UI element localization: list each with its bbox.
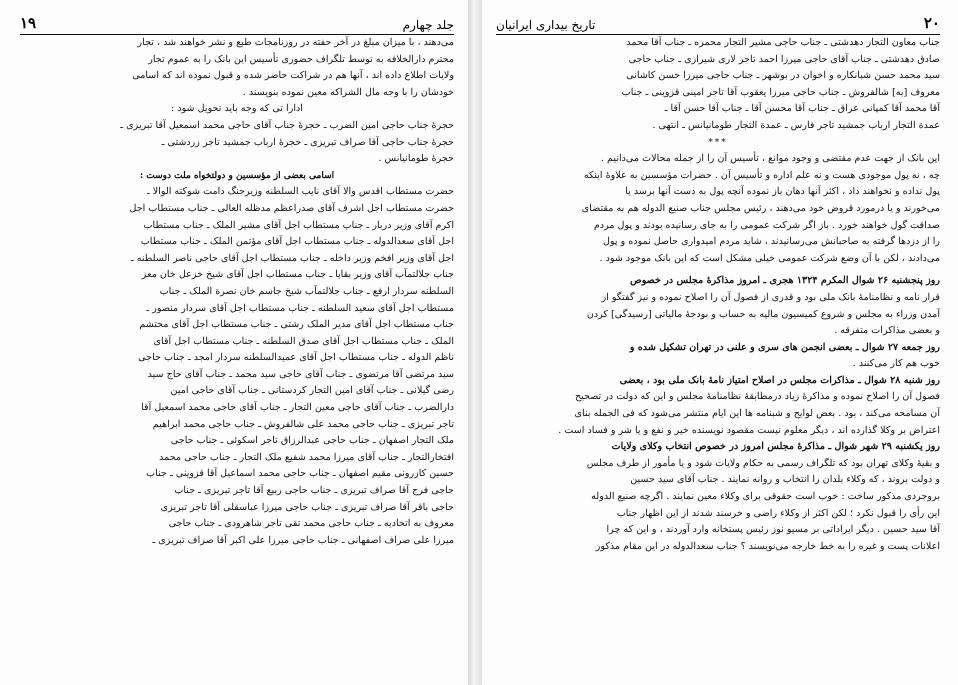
- entry-date-line: روز شنبه ۲۸ شوال ـ مذاکرات مجلس در اصلاح امتیاز نامهٔ بانک ملی بود ، بعضی: [619, 374, 940, 386]
- text-line: محترم دارالخلافه به توسط تلگراف حضوری تأسیس این بانک را به عموم تجار: [148, 53, 454, 65]
- text-line: جناب جلالتمآب آقای وزیر بقایا ـ جناب مستطاب اجل آقای شیخ خزعل خان معز: [141, 269, 454, 281]
- text-line: عمدة التجار ارباب جمشید تاجر فارس ـ عمدة التجار طومانیانس ـ انتهی .: [652, 119, 940, 131]
- founders-title: اسامی بعضی از مؤسسین و دولتخواه ملت دوست :: [139, 170, 335, 181]
- left-page-body: [20, 35, 454, 549]
- text-line: افتخارالتجار ـ جناب آقای میرزا محمد شفیع ملک التجار ـ جناب حاجی محمد: [159, 451, 454, 463]
- text-line: حضرت مستطاب اجل اشرف آقای صدراعظم مدظله العالی ـ جناب مستطاب اجل: [129, 202, 454, 214]
- text-line: ولایات اطلاع داده اند ، آنها هم در شراکت حاضر شده و قبول نموده اند که اسامی: [132, 70, 454, 82]
- text-line: اکرم آقای وزیر دربار ـ جناب مستطاب اجل آقای مشیر الملک ـ جناب مستطاب: [143, 219, 454, 231]
- text-line: حجرهٔ جناب حاجی امین الضرب ـ حجرهٔ جناب آقای حاجی محمد اسمعیل آقا تبریزی ـ: [120, 119, 454, 131]
- text-line: و بقیهٔ وکلای تهران بود که تلگراف رسمی به حکام ولایات شود و یا مأمور از طرف مجلس: [586, 457, 940, 469]
- text-line: می‌دهند ، با میزان مبلغ در آخر حفته در روزنامجات طبع و نشر خواهند شد ، تجار: [137, 37, 454, 48]
- text-line: حاجی باقر آقا صراف تبریزی ـ جناب حاجی میرزا عباسقلی آقا تاجر تبریزی: [160, 501, 454, 513]
- entry-date-line: روز پنجشنبه ۲۶ شوال المکرم ۱۳۲۴ هجری ـ امروز مذاکرهٔ مجلس در خصوص: [630, 275, 940, 287]
- text-line: فصول آن را اصلاح نموده و مذاکرهٔ زیاد درمطابقهٔ نظامنامهٔ مجلس و این که دولت در تصحیح: [574, 391, 940, 403]
- text-line: سید محمد حسن شبانکاره و اخوان در بوشهر ـ جناب حاجی میرزا حسن کاشانی: [626, 70, 940, 82]
- text-line: حجرهٔ طومانیانس .: [378, 153, 454, 165]
- text-line: اعتراض بر وکلا گذارده اند ، دیگر معلوم نیست مقصود نویسنده خیر و نفع و یا شر و فساد است .: [558, 424, 940, 436]
- text-line: و دولت بروند ، که وکلاء بلدان را انتخاب و روانه نمایند . جناب آقای سید حسین: [630, 474, 940, 486]
- text-line: رضی گیلانی ـ جناب آقای امین التجار کردستانی ـ جناب آقای حاجی امین: [170, 385, 454, 397]
- text-line: سید مرتضی آقا مرتضوی ـ جناب آقای حاجی سید محمد ـ جناب آقای حاج سید: [147, 368, 454, 380]
- text-line: می‌خورند و یا درمورد قروض خود می‌دهند ، رئیس مجلس جناب صنیع الدوله هم به مقتضای: [581, 202, 940, 214]
- text-line: پول نداده و نخواهند داد ، اکثر آنها دهان باز نموده آنچه پول به دست آنها برسد یا: [625, 186, 940, 198]
- text-line: میرزا علی صراف اصفهانی ـ جناب حاجی میرزا علی اکبر آقا صراف تبریزی ـ: [152, 534, 454, 546]
- text-line: بروجردی مذکور ساخت : خوب است حقوقی برای وکلاء معین نمایند . اگرچه صنیع الدوله: [591, 491, 940, 503]
- left-page-header: [20, 6, 454, 35]
- text-line: حاجی فرج آقا صراف تبریزی ـ جناب حاجی ربیع آقا تاجر تبریزی ـ جناب: [174, 485, 454, 497]
- entry-date-line: روز جمعه ۲۷ شوال ـ بعضی انجمن های سری و علنی در تهران تشکیل شده و: [629, 341, 940, 353]
- right-page-number: ۲۰: [923, 14, 940, 32]
- text-line: و بعضی مذاکرات متفرقه .: [834, 325, 940, 337]
- text-line: اعلانات پست و غیره را به خط خارجه می‌نویسند ؟ جناب سعدالدوله در این مقام مذکور: [595, 540, 940, 552]
- text-line: جناب معاون التجار دهدشتی ـ جناب حاجی مشیر التجار محمره ـ جناب آقا محمد: [626, 37, 940, 48]
- text-line: این رأی را قبول نکرد ؛ لکن اکثر از وکلاء راضی و خرسند شدند از این اظهار جناب: [616, 507, 940, 519]
- text-line: اجل آقای وزیر افخم وزیر داخله ـ جناب مستطاب اجل آقای حاجی ناصر السلطنه ـ: [130, 252, 454, 264]
- text-line: معروف [به] شالفروش ـ جناب حاجی میرزا یعقوب آقا تاجر امینی قزوینی ـ جناب: [621, 86, 940, 98]
- left-page-number: ۱۹: [20, 14, 37, 32]
- text-line: خوب هم کار می‌کنند .: [852, 358, 940, 370]
- text-line: این بانک از جهت عدم مقتضی و وجود موانع ، تأسیس آن را از جمله محالات می‌دانیم .: [600, 153, 940, 165]
- text-line: ملک التجار اصفهان ـ جناب حاجی عبدالرزاق تاجر اسکوئی ـ جناب حاجی: [170, 435, 454, 447]
- text-line: قرار نامه و نظامنامهٔ بانک ملی بود و قدری از فصول آن را اصلاح نموده و نیز گفتگو از: [601, 291, 940, 303]
- right-running-title: تاریخ بیداری ایرانیان: [496, 18, 596, 32]
- right-page-header: [496, 6, 940, 35]
- text-line: مستطاب اجل آقای سعید السلطنه ـ جناب مستطاب اجل آقای سردار منصور ـ: [146, 302, 454, 314]
- left-running-title: جلد چهارم: [402, 18, 454, 32]
- text-line: آن مسامحه می‌کند ، بود . بعض لوایح و شبنامه ها این ایام منتشر می‌شود که فی الجمله بنای: [574, 408, 940, 420]
- entry-date-line: روز یکشنبه ۲۹ شهر شوال ـ مذاکرهٔ مجلس امروز در خصوص انتخاب وکلای ولایات: [611, 441, 940, 453]
- text-line: تاجر تبریزی ـ جناب حاجی محمد علی شالفروش ـ جناب حاجی محمد ابراهیم: [152, 418, 454, 430]
- text-line: جناب مستطاب اجل آقای مدیر الملک رشتی ـ جناب مستطاب اجل آقای محتشم: [139, 319, 454, 331]
- text-line: معروف به اتحادیه ـ جناب حاجی محمد تقی تاجر شاهرودی ـ جناب حاجی: [168, 518, 454, 530]
- text-line: حجرهٔ جناب حاجی آقا صراف تبریزی ـ حجرهٔ ارباب جمشید تاجر زردشتی ـ: [161, 136, 454, 148]
- text-line: را از دزدها گرفته به صاحبانش می‌رسانیدند ، شاید مردم امیدواری حاصل نموده و پول: [602, 236, 940, 248]
- text-line: دارالضرب ـ جناب آقای حاجی معین التجار ـ جناب آقای حاجی محمد اسمعیل آقا: [141, 402, 454, 414]
- text-line: صادق دهدشتی ـ جناب آقای حاجی میرزا احمد تاجر لاری شیرازی ـ جناب حاجی: [628, 53, 940, 65]
- text-line: صداقت گول خواهند خورد . باز اگر شرکت عمومی را به جای رسانیده بودند و پول مردم: [593, 219, 940, 231]
- text-line: آقا محمد آقا کمپانی عراق ـ جناب آقا محسن آقا ـ جناب آقا حسن آقا ـ: [664, 103, 940, 115]
- text-line: آمدن وزراء به مجلس و شروع کمیسیون مالیه به حساب و بودجهٔ مالیاتی [رسیدگی] کردن: [586, 308, 940, 320]
- text-line: آقا سید حسین . دیگر ایراداتی بر مسیو نوز رئیس پستخانه وارد آوردند ، و این که چرا: [606, 524, 940, 536]
- left-page: [0, 0, 468, 685]
- text-line: الملک ـ جناب مستطاب اجل آقای صدق السلطنه ـ جناب مستطاب اجل آقای: [153, 335, 454, 347]
- text-line: چه ، نه پول موجودی هست و نه علم اداره و تأسیس آن . حضرات مؤسسین به علاوهٔ اینکه: [583, 169, 940, 181]
- book-gutter: [468, 0, 482, 685]
- text-line: السلطنه سردار ارفع ـ جناب جلالتمآب شیخ جاسم خان نصرة الملک ـ جناب: [159, 285, 454, 297]
- text-line: اجل آقای سعدالدوله ـ جناب مستطاب اجل آقای مؤتمن الملک ـ جناب مستطاب: [140, 236, 454, 248]
- text-line: حضرت مستطاب اقدس والا آقای نایب السلطنه وزیرجنگ دامت شوکته الوالا ـ: [146, 186, 454, 198]
- text-line: حسین کازرونی مقیم اصفهان ـ جناب حاجی محمد اسماعیل آقا قزوینی ـ جناب: [146, 468, 454, 480]
- deposit-intro: ادارا تی که وجه باید تحویل شود :: [171, 103, 303, 115]
- right-page: [482, 0, 958, 685]
- section-separator: ***: [708, 137, 728, 148]
- text-line: ناظم الدوله ـ جناب مستطاب اجل آقای عمیدالسلطنه سردار امجد ـ جناب حاجی: [138, 352, 454, 364]
- right-page-body: [496, 35, 940, 555]
- text-line: خودشان را با وجه مال الشراکه معین نموده بنویسند .: [242, 86, 454, 98]
- text-line: می‌دادند ، لکن با آن وضع شرکت عمومی خیلی مشکل است که این بانک موجود شود .: [599, 252, 940, 264]
